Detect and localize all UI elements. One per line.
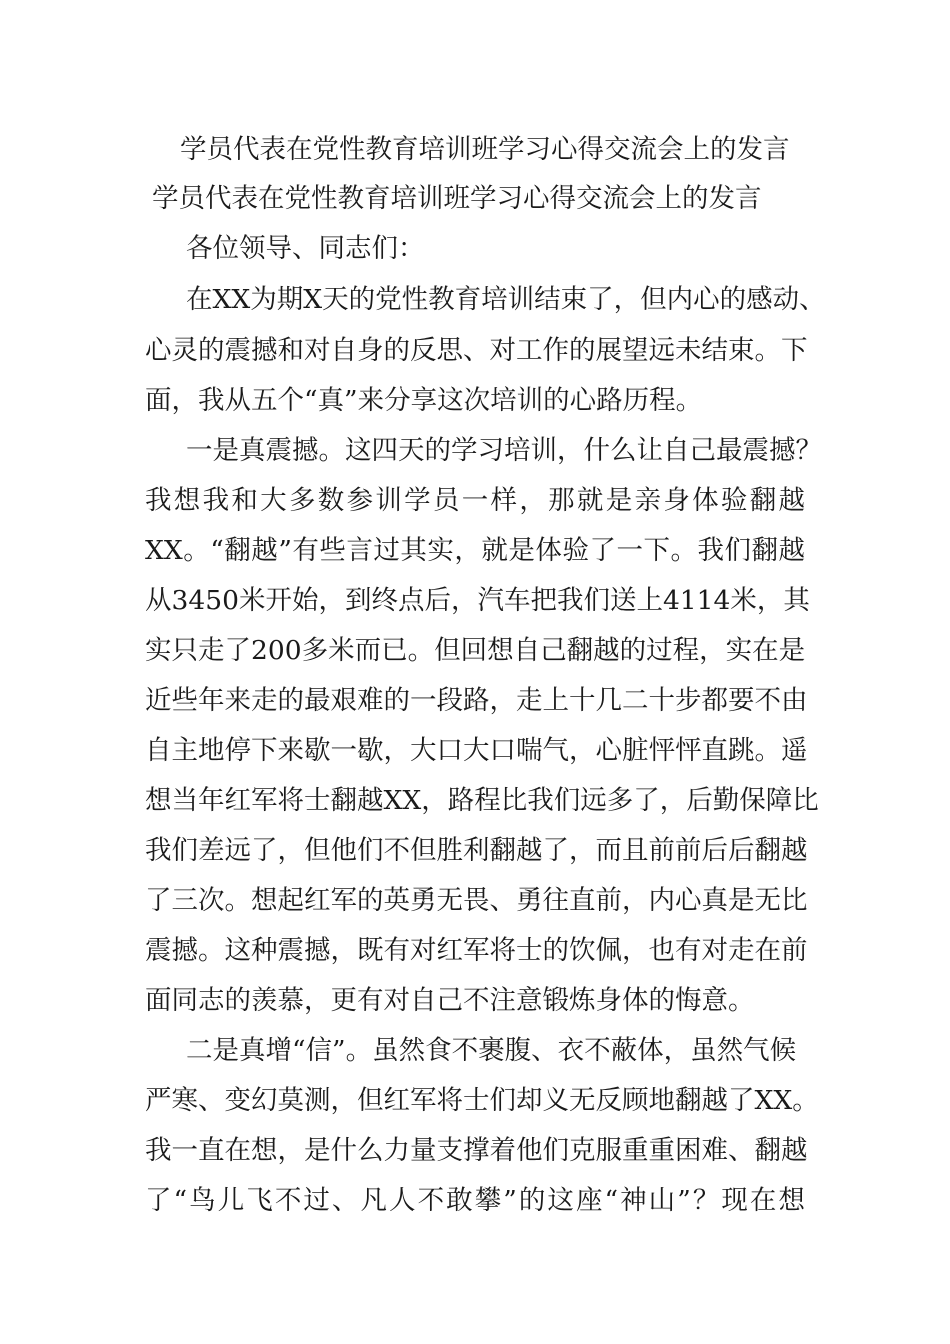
salutation: 各位领导、同志们： [186, 233, 425, 264]
paragraph-line: 了“鸟儿飞不过、凡人不敢攀”的这座“神山”？现在想 [145, 1185, 805, 1216]
paragraph-line: 我一直在想，是什么力量支撑着他们克服重重困难、翻越 [145, 1135, 808, 1166]
document-subtitle: 学员代表在党性教育培训班学习心得交流会上的发言 [152, 183, 762, 214]
paragraph-line: 近些年来走的最艰难的一段路，走上十几二十步都要不由 [145, 685, 808, 716]
paragraph-line: 我想我和大多数参训学员一样，那就是亲身体验翻越 [145, 485, 805, 516]
paragraph-line: XX。“翻越”有些言过其实，就是体验了一下。我们翻越 [145, 535, 805, 566]
paragraph-line: 在XX为期X天的党性教育培训结束了，但内心的感动、 [186, 284, 826, 315]
paragraph-line: 面，我从五个“真”来分享这次培训的心路历程。 [145, 385, 703, 416]
paragraph-line: 想当年红军将士翻越XX，路程比我们远多了，后勤保障比 [145, 785, 819, 816]
paragraph-line: 二是真增“信”。虽然食不裹腹、衣不蔽体，虽然气候 [186, 1035, 797, 1066]
paragraph-line: 了三次。想起红军的英勇无畏、勇往直前，内心真是无比 [145, 885, 808, 916]
paragraph-line: 面同志的羡慕，更有对自己不注意锻炼身体的悔意。 [145, 985, 755, 1016]
paragraph-line: 自主地停下来歇一歇，大口大口喘气，心脏怦怦直跳。遥 [145, 735, 808, 766]
paragraph-line: 一是真震撼。这四天的学习培训，什么让自己最震撼？ [186, 435, 822, 466]
paragraph-line: 从3450米开始，到终点后，汽车把我们送上4114米，其 [145, 585, 810, 616]
paragraph-line: 实只走了200多米而已。但回想自己翻越的过程，实在是 [145, 635, 806, 666]
paragraph-line: 震撼。这种震撼，既有对红军将士的饮佩，也有对走在前 [145, 935, 808, 966]
document-title: 学员代表在党性教育培训班学习心得交流会上的发言 [180, 134, 790, 165]
paragraph-line: 严寒、变幻莫测，但红军将士们却义无反顾地翻越了XX。 [145, 1085, 819, 1116]
paragraph-line: 我们差远了，但他们不但胜利翻越了，而且前前后后翻越 [145, 835, 808, 866]
paragraph-line: 心灵的震撼和对自身的反思、对工作的展望远未结束。下 [145, 335, 808, 366]
